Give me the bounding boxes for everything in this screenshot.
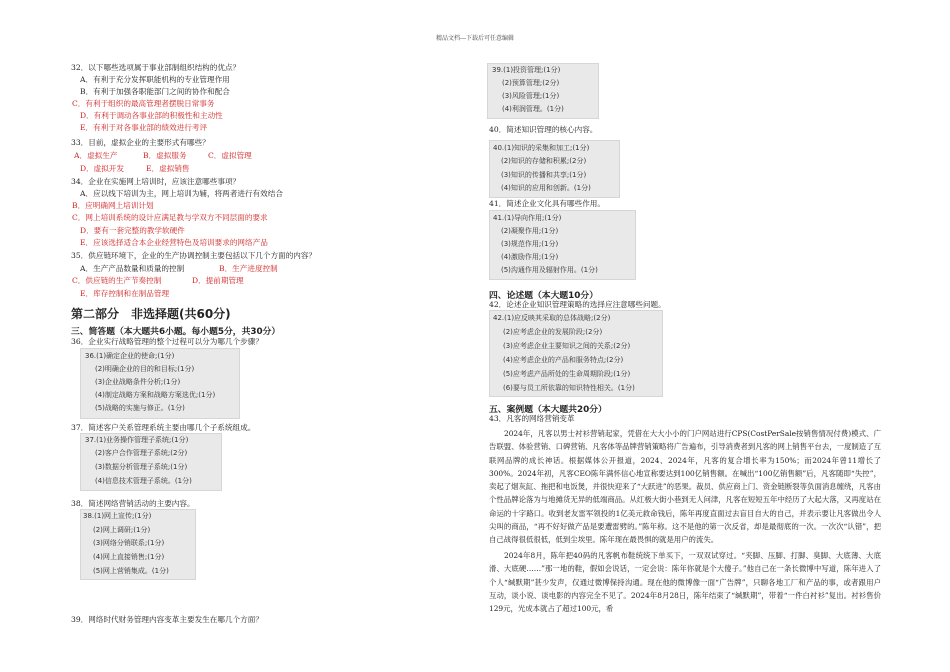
answer-line: 36.(1)确定企业的使命;(1分): [85, 352, 175, 360]
q33-option-d: D．虚拟开发: [80, 164, 125, 173]
q34-option-a: A．应以线下培训为主，网上培训为辅，将两者进行有效结合: [80, 189, 283, 198]
q35-question: 35．供应链环境下，企业的生产协调控制主要包括以下几个方面的内容？: [71, 251, 317, 260]
q35-option-b: B．生产进度控制: [219, 264, 278, 273]
answer-line: (2)凝聚作用;(1分): [501, 227, 559, 235]
q32-question: 32．以下哪些选项属于事业部制组织结构的优点？: [71, 63, 241, 72]
q38-answer-image: [80, 509, 196, 580]
case-paragraph-2: 2024年8月，陈年把40码的凡客帆布鞋统统下单买下，一双双试穿过。“夹脚、压脚、打脚、臭脚、大底薄、大底滑、大底硬……”那一地的鞋，假如会说话，一定会说：陈年你就是个大傻子。”他自己在一条长微博中写道，陈年进入了个人“缄默期”甚少发声，仅通过微博保持沟通。现在他的微博像一面“广告牌”，只聊各地工厂和产品的事，或者跟用户互动，谈小说、谈电影的内容完全不见了。2024年8月28日，陈年结束了“缄默期”，带着“一件白衬衫”复出。衬衫售价129元，光成本就占了超过100元，希: [489, 551, 881, 614]
answer-line: 41.(1)导向作用;(1分): [493, 214, 562, 222]
answer-line: 38.(1)网上宣传;(1分): [83, 512, 152, 520]
q32-option-e: E．有利于对各事业部的绩效进行考评: [80, 123, 208, 132]
answer-line: (2)预算管理;(2分): [502, 79, 560, 87]
q42-question: 42．论述企业知识管理策略的选择应注意哪些问题。: [489, 300, 666, 309]
section3-heading: 三、简答题（本大题共6小题。每小题5分，共30分）: [71, 327, 281, 337]
q35-option-e: E．库存控制和在制品管理: [80, 289, 170, 298]
q34-option-d: D．要有一套完整的教学软硬件: [80, 226, 185, 235]
answer-line: (3)网络分销联系;(1分): [93, 539, 165, 547]
q38-question: 38．简述网络营销活动的主要内容。: [71, 499, 195, 508]
answer-line: (6)要与员工所依靠的知识特性相关。(1分): [503, 384, 635, 392]
answer-line: (3)知识的传播和共享;(1分): [501, 171, 587, 179]
answer-line: (4)网上直接销售;(1分): [93, 553, 165, 561]
q34-option-c: C．网上培训系统的设计应满足教与学双方不同层面的要求: [72, 213, 268, 222]
answer-line: 37.(1)业务操作管理子系统;(1分): [85, 436, 189, 444]
answer-line: (4)利润管理。(1分): [502, 105, 564, 113]
q32-option-c: C．有利于组织的最高管理者摆脱日常事务: [72, 99, 215, 108]
answer-line: (2)知识的存储和积累;(2分): [501, 157, 587, 165]
answer-line: (5)沟通作用及辐射作用。(1分): [501, 266, 598, 274]
answer-line: (3)规范作用;(1分): [501, 240, 559, 248]
answer-line: (2)明确企业的目的和目标;(1分): [95, 365, 195, 373]
q35-option-d: D．提前期管理: [192, 276, 244, 285]
section4-heading: 四、论述题（本大题10分）: [489, 291, 599, 301]
answer-line: (2)应考虑企业的发展阶段;(2分): [503, 328, 603, 336]
q33-option-b: B．虚拟服务: [143, 151, 187, 160]
q33-option-e: E．虚拟销售: [146, 164, 190, 173]
q39-answer-image: [487, 63, 599, 119]
section5-heading: 五、案例题（本大题共20分）: [489, 405, 607, 415]
case-paragraph-1: 2024年，凡客以男士衬衫营销起家，凭借在大大小小的门户网站进行CPS(CostPerSale按销售情况付费)模式、广告联盟、体验营销、口碑营销、凡客体等品牌营销策略将广告遍布，引导消费者到凡客的网上销售平台去，一度制造了互联网品牌的成长神话。根据媒体公开报道，2024、2024年，凡客的复合增长率为150%；而2024年曾11增长了300%。2024年初，凡客CEO陈年满怀信心地宣称要达到100亿销售额。在喊出“100亿销售额”后，凡客随即“失控”，卖起了烟灰缸、拖把和电饭煲，并很快迎来了“大跃进”的恶果。裁员、供应商上门、资金链断裂等负面消息缠绕，凡客由个性品牌论落为与地摊货无异的低端商品。从红极大街小巷到无人问津，凡客在短短五年中经历了大起大落，又再度站在命运的十字路口。收到老友雷军领投的1亿美元救命钱后，陈年再度直面过去盲目自大的自己，并表示要让凡客做出令人尖叫的商品，“再不好好做产品是要遭雷劈的。”陈年称。这不是他的第一次反省，却是最彻底的一次。一次次“认错”，把自己战得很低很低，低到尘埃里。陈年现在最畏惧的就是用户的流失。: [489, 429, 881, 545]
q40-question: 40．简述知识管理的核心内容。: [489, 125, 598, 134]
answer-line: (3)企业战略条件分析;(1分): [95, 378, 181, 386]
q36-answer-image: [80, 348, 240, 419]
q37-answer-image: [80, 433, 222, 491]
answer-line: (4)应考虑企业的产品和服务特点;(2分): [503, 356, 624, 364]
answer-line: (3)应考虑企业主要知识之间的关系;(2分): [503, 342, 631, 350]
q36-question: 36．企业实行战略管理的整个过程可以分为哪几个步骤？: [71, 337, 263, 346]
q37-question: 37．简述客户关系管理系统主要由哪几个子系统组成。: [71, 423, 256, 432]
q39-question: 39．网络时代财务管理内容变革主要发生在哪几个方面？: [71, 615, 263, 624]
answer-line: (5)网上营销集成。(1分): [93, 567, 169, 575]
q33-question: 33．目前，虚拟企业的主要形式有哪些？: [71, 138, 210, 147]
answer-line: (3)风险管理;(1分): [502, 92, 560, 100]
q32-option-b: B．有利于加强各职能部门之间的协作和配合: [80, 87, 230, 96]
answer-line: (4)信息技术管理子系统。(1分): [95, 477, 192, 485]
q33-option-a: A．虚拟生产: [74, 151, 118, 160]
q41-answer-image: [489, 210, 636, 280]
page-header: 精品文档---下载后可任意编辑: [435, 35, 515, 42]
q42-answer-image: [489, 310, 663, 397]
answer-line: (5)战略的实施与修正。(1分): [95, 404, 185, 412]
q32-option-a: A．有利于充分发挥职能机构的专业管理作用: [80, 75, 230, 84]
answer-line: 40.(1)知识的采集和加工;(1分): [493, 144, 590, 152]
answer-line: (2)客户合作管理子系统;(2分): [95, 449, 188, 457]
q43-question: 43．凡客的网络营销变革: [489, 414, 575, 423]
q35-option-c: C．供应链的生产节奏控制: [72, 276, 162, 285]
q32-option-d: D．有利于调动各事业部的积极性和主动性: [80, 111, 223, 120]
q34-option-b: B．应明确网上培训计划: [72, 201, 154, 210]
q35-option-a: A．生产产品数量和质量的控制: [80, 264, 185, 273]
answer-line: (2)网上调研;(1分): [93, 526, 151, 534]
answer-line: 42.(1)应反映其采取的总体战略;(2分): [493, 314, 611, 322]
part2-heading: 第二部分 非选择题(共60分): [71, 307, 231, 321]
answer-line: (4)知识的应用和创新。(1分): [501, 184, 591, 192]
q41-question: 41．简述企业文化具有哪些作用。: [489, 199, 605, 208]
answer-line: 39.(1)投资管理;(1分): [492, 66, 561, 74]
answer-line: (4)激励作用;(1分): [501, 253, 559, 261]
q33-option-c: C．虚拟管理: [208, 151, 252, 160]
q34-question: 34．企业在实施网上培训时，应该注意哪些事项？: [71, 177, 241, 186]
q34-option-e: E．应该选择适合本企业经营特色及培训要求的网络产品: [80, 238, 268, 247]
answer-line: (4)制定战略方案和战略方案选优;(1分): [95, 391, 216, 399]
answer-line: (3)数据分析管理子系统;(1分): [95, 463, 188, 471]
q40-answer-image: [489, 140, 620, 198]
answer-line: (5)应考虑产品所处的生命周期阶段;(1分): [503, 370, 631, 378]
